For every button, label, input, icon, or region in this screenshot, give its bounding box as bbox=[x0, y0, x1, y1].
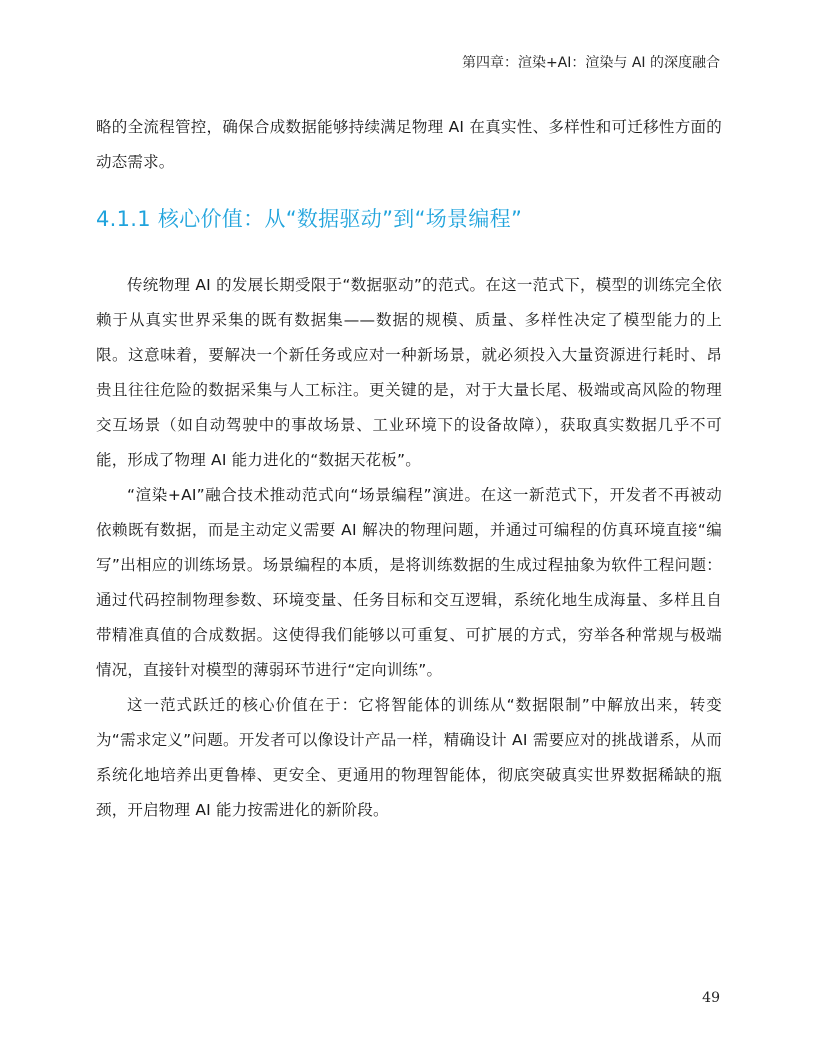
continuation-paragraph: 略的全流程管控，确保合成数据能够持续满足物理 AI 在真实性、多样性和可迁移性方面的动态需求。 bbox=[96, 118, 722, 171]
body-paragraph-1: 传统物理 AI 的发展长期受限于“数据驱动”的范式。在这一范式下，模型的训练完全依赖于从真实世界采集的既有数据集——数据的规模、质量、多样性决定了模型能力的上限。这意味着，要解决一个新任务或应对一种新场景，就必须投入大量资源进行耗时、昂贵且往往危险的数据采集与人工标注。更关键的是，对于大量长尾、极端或高风险的物理交互场景（如自动驾驶中的事故场景、工业环境下的设备故障），获取真实数据几乎不可能，形成了物理 AI 能力进化的“数据天花板”。 bbox=[96, 276, 722, 469]
page-content bbox=[96, 110, 722, 828]
section-heading: 4.1.1 核心价值：从“数据驱动”到“场景编程” bbox=[96, 207, 523, 231]
body-paragraph-2: “渲染+AI”融合技术推动范式向“场景编程”演进。在这一新范式下，开发者不再被动依赖既有数据，而是主动定义需要 AI 解决的物理问题，并通过可编程的仿真环境直接“编写”出相应的训练场景。场景编程的本质，是将训练数据的生成过程抽象为软件工程问题：通过代码控制物理参数、环境变量、任务目标和交互逻辑，系统化地生成海量、多样且自带精准真值的合成数据。这使得我们能够以可重复、可扩展的方式，穷举各种常规与极端情况，直接针对模型的薄弱环节进行“定向训练”。 bbox=[96, 486, 722, 679]
running-header: 第四章：渲染+AI：渲染与 AI 的深度融合 bbox=[461, 55, 720, 71]
body-paragraph-3: 这一范式跃迁的核心价值在于：它将智能体的训练从“数据限制”中解放出来，转变为“需求定义”问题。开发者可以像设计产品一样，精确设计 AI 需要应对的挑战谱系，从而系统化地培养出更鲁棒、更安全、更通用的物理智能体，彻底突破真实世界数据稀缺的瓶颈，开启物理 AI 能力按需进化的新阶段。 bbox=[96, 696, 722, 819]
page-number: 49 bbox=[702, 990, 720, 1006]
